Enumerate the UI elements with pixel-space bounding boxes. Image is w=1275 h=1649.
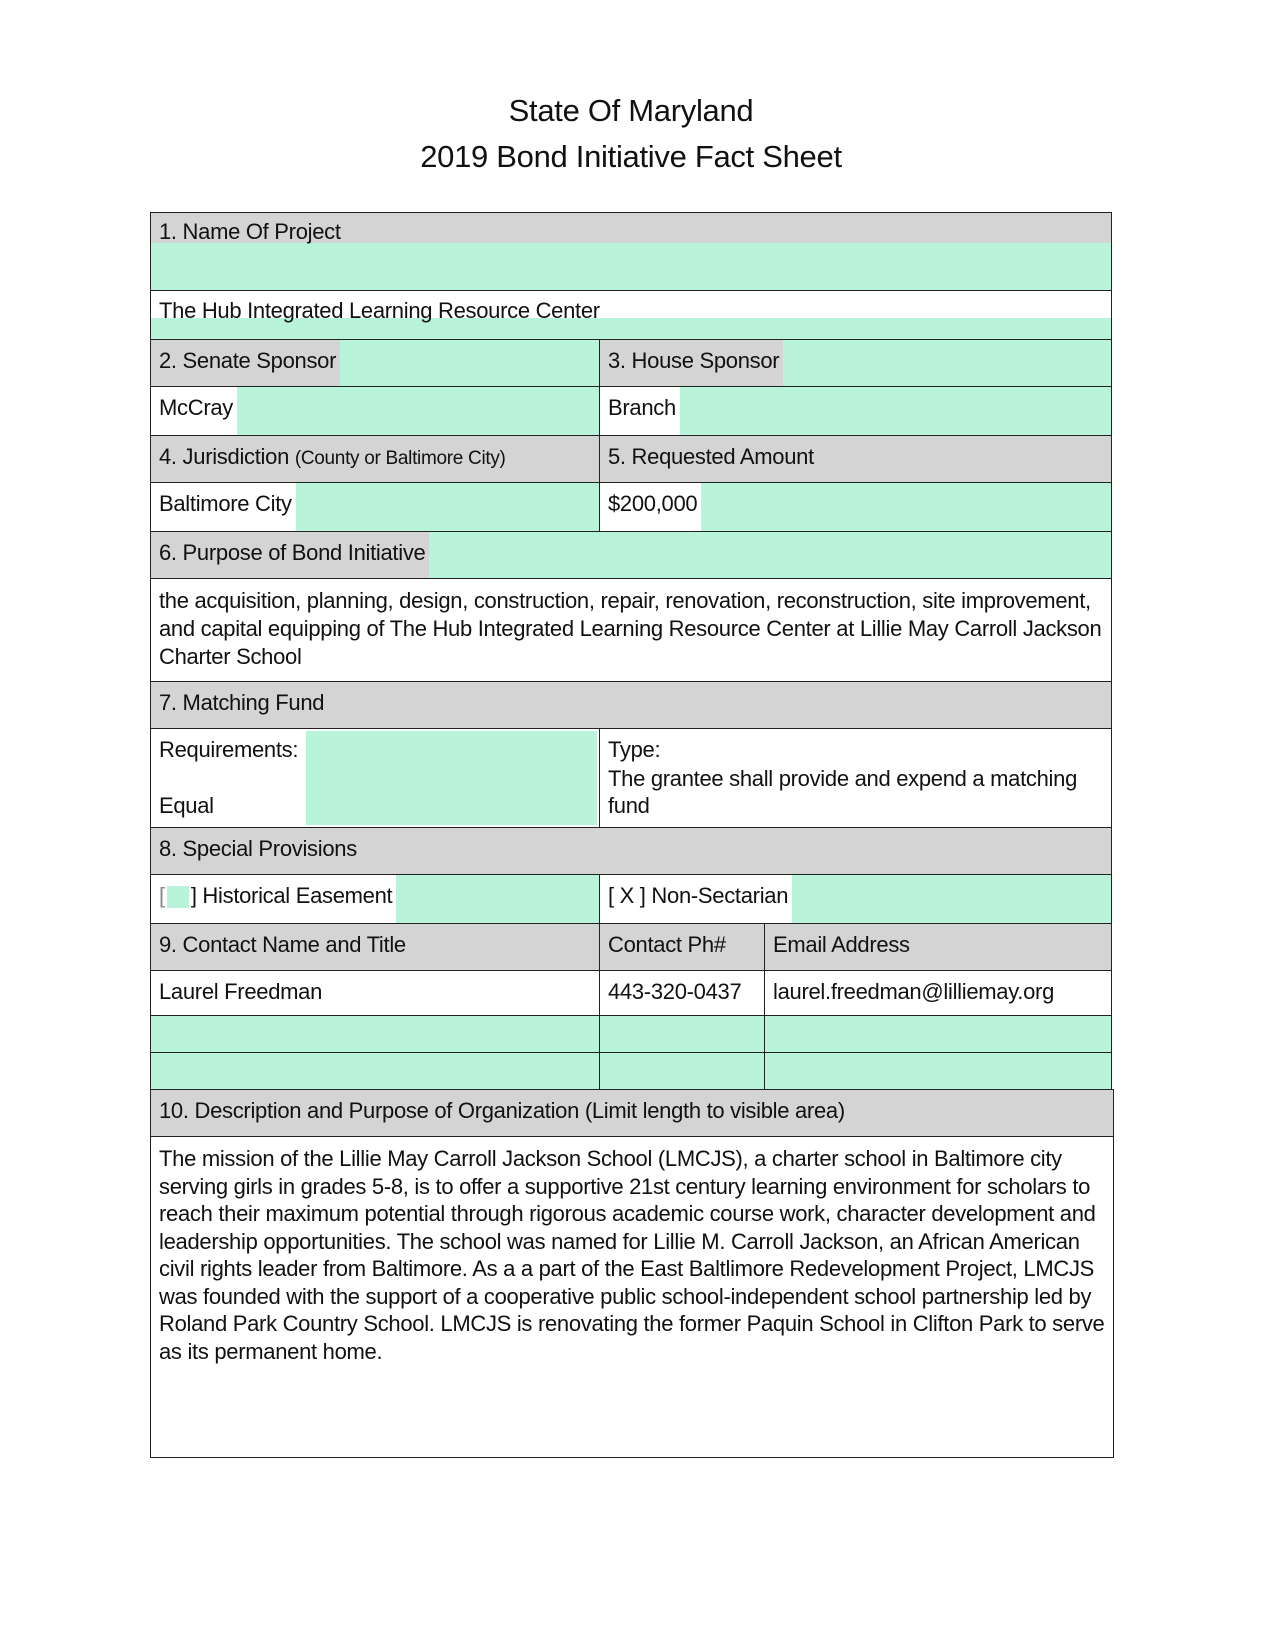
contact-phone-field-2[interactable] bbox=[599, 1015, 765, 1053]
fact-sheet-form bbox=[150, 212, 1112, 1484]
purpose-value: the acquisition, planning, design, construction, repair, renovation, reconstruction, site improvement, and capital equipping of The Hub Integrated Learning Resource Center at Lillie May Carroll Jackson Charter School bbox=[159, 588, 1102, 669]
contact-email-label: Email Address bbox=[773, 932, 910, 957]
contact-email-field-2[interactable] bbox=[764, 1015, 1112, 1053]
project-name-label: 1. Name Of Project bbox=[159, 219, 341, 244]
senate-sponsor-header bbox=[150, 339, 600, 387]
jurisdiction-field[interactable] bbox=[150, 482, 600, 532]
project-name-value: The Hub Integrated Learning Resource Center bbox=[159, 298, 600, 323]
contact-phone-header bbox=[599, 923, 765, 971]
senate-sponsor-field[interactable] bbox=[150, 386, 600, 436]
non-sectarian-option[interactable]: [ X ] Non-Sectarian bbox=[600, 875, 792, 923]
matching-fund-header bbox=[150, 681, 1112, 729]
matching-type-field[interactable] bbox=[599, 728, 1112, 828]
project-name-header bbox=[150, 212, 1112, 291]
contact-email-value: laurel.freedman@lilliemay.org bbox=[773, 979, 1055, 1004]
jurisdiction-label-text: 4. Jurisdiction bbox=[159, 444, 290, 469]
contact-email-field[interactable] bbox=[764, 970, 1112, 1016]
matching-fund-label: 7. Matching Fund bbox=[159, 690, 325, 715]
jurisdiction-value: Baltimore City bbox=[151, 483, 296, 531]
requested-amount-label: 5. Requested Amount bbox=[608, 444, 814, 469]
description-value: The mission of the Lillie May Carroll Jackson School (LMCJS), a charter school in Baltimore city serving girls in grades 5-8, is to offer a supportive 21st century learning environment for scholars to reach their maximum potential through rigorous academic course work, character development and leadership opportunities. The school was named for Lillie M. Carroll Jackson, an African American civil rights leader from Baltimore. As a a part of the East Baltlimore Redevelopment Project, LMCJS was founded with the support of a cooperative public school-independent school partnership led by Roland Park Country School. LMCJS is renovating the former Paquin School in Clifton Park to serve as its permanent home. bbox=[159, 1146, 1105, 1364]
contact-email-header bbox=[764, 923, 1112, 971]
purpose-header bbox=[150, 531, 1112, 579]
jurisdiction-header bbox=[150, 435, 600, 483]
matching-type-label: Type: bbox=[608, 737, 661, 762]
historical-easement-checkbox[interactable] bbox=[167, 886, 189, 908]
contact-name-header bbox=[150, 923, 600, 971]
historical-easement-option[interactable] bbox=[151, 875, 396, 923]
special-provisions-header bbox=[150, 827, 1112, 875]
contact-name-field-2[interactable] bbox=[150, 1015, 600, 1053]
house-sponsor-value: Branch bbox=[600, 387, 680, 435]
matching-requirements-value: Equal bbox=[159, 793, 214, 818]
historical-easement-field[interactable] bbox=[150, 874, 600, 924]
requested-amount-value: $200,000 bbox=[600, 483, 701, 531]
contact-phone-field-3[interactable] bbox=[599, 1052, 765, 1090]
jurisdiction-label-note: (County or Baltimore City) bbox=[294, 448, 506, 469]
matching-type-value: The grantee shall provide and expend a matching fund bbox=[608, 766, 1077, 818]
senate-sponsor-label: 2. Senate Sponsor bbox=[151, 340, 340, 386]
requested-amount-header bbox=[599, 435, 1112, 483]
matching-requirements-label: Requirements: bbox=[159, 737, 299, 762]
description-field[interactable] bbox=[150, 1136, 1114, 1458]
non-sectarian-field[interactable] bbox=[599, 874, 1112, 924]
project-name-field[interactable] bbox=[150, 290, 1112, 340]
state-title: State Of Maryland bbox=[508, 93, 754, 128]
special-provisions-label: 8. Special Provisions bbox=[159, 836, 357, 861]
requested-amount-field[interactable] bbox=[599, 482, 1112, 532]
contact-email-field-3[interactable] bbox=[764, 1052, 1112, 1090]
contact-name-field-3[interactable] bbox=[150, 1052, 600, 1090]
contact-name-field[interactable] bbox=[150, 970, 600, 1016]
contact-phone-field[interactable] bbox=[599, 970, 765, 1016]
contact-name-label: 9. Contact Name and Title bbox=[159, 932, 406, 957]
description-header bbox=[150, 1089, 1114, 1137]
purpose-label: 6. Purpose of Bond Initiative bbox=[151, 532, 429, 578]
house-sponsor-label: 3. House Sponsor bbox=[600, 340, 783, 386]
purpose-field[interactable] bbox=[150, 578, 1112, 682]
contact-phone-value: 443-320-0437 bbox=[608, 979, 742, 1004]
senate-sponsor-value: McCray bbox=[151, 387, 237, 435]
historical-easement-label: ] Historical Easement bbox=[190, 883, 393, 908]
house-sponsor-header bbox=[599, 339, 1112, 387]
jurisdiction-label bbox=[159, 444, 506, 472]
contact-name-value: Laurel Freedman bbox=[159, 979, 323, 1004]
house-sponsor-field[interactable] bbox=[599, 386, 1112, 436]
matching-requirements-field[interactable] bbox=[150, 728, 600, 828]
contact-phone-label: Contact Ph# bbox=[608, 932, 726, 957]
checkbox-open-bracket: [ bbox=[159, 883, 165, 908]
description-label: 10. Description and Purpose of Organization (Limit length to visible area) bbox=[159, 1098, 845, 1123]
fact-sheet-title: 2019 Bond Initiative Fact Sheet bbox=[420, 139, 842, 174]
